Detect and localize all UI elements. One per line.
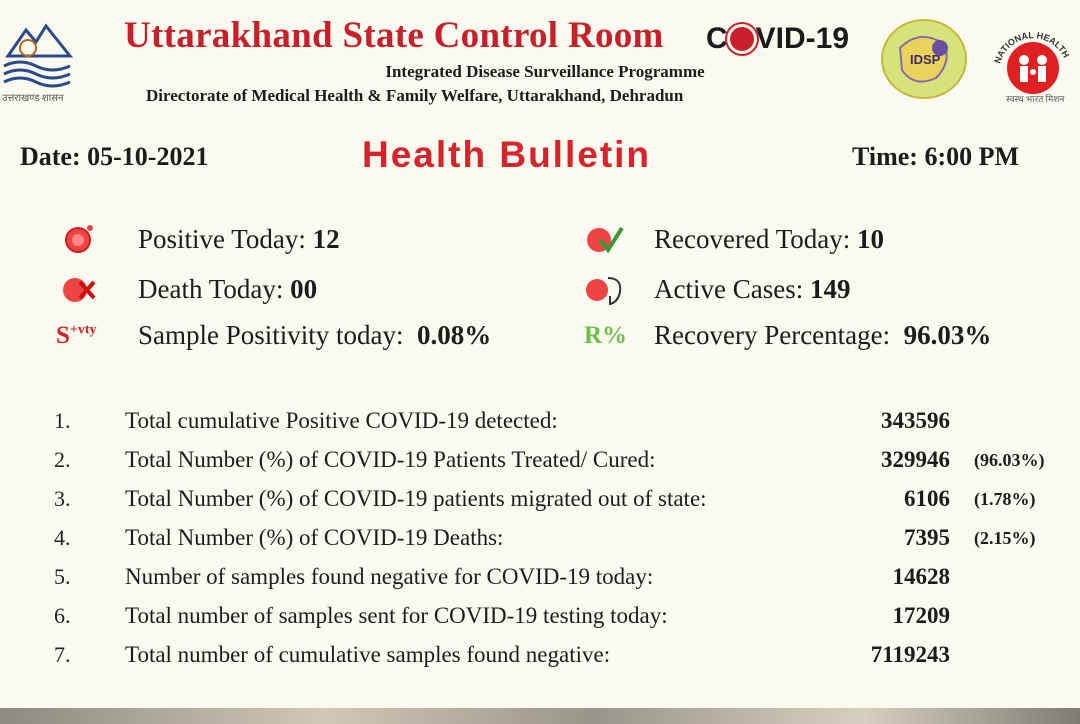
positive-today-label: Positive Today: [138,224,306,254]
active-cases [654,274,850,305]
row-value: 17209 [892,603,950,628]
row-label: Total number of samples sent for COVID-19 testing today: [125,603,668,628]
death-today [138,274,317,305]
row-number: 7. [54,642,71,667]
row-value: 7119243 [870,642,950,667]
death-today-label: Death Today: [138,274,284,304]
sample-positivity-label: Sample Positivity today: [138,320,404,350]
virus-icon [730,27,754,51]
row-value: 14628 [892,564,950,589]
row-number: 1. [54,408,71,433]
subtitle-directorate: Directorate of Medical Health & Family Welfare, Uttarakhand, Dehradun [146,86,684,105]
row-label: Total Number (%) of COVID-19 Deaths: [125,525,504,550]
row-label: Total number of cumulative samples found negative: [125,642,611,667]
left-logo-caption: उत्तराखण्ड शासन [2,93,64,104]
sample-positivity-icon [56,322,97,350]
recovery-percentage-value: 96.03% [903,320,992,350]
sample-positivity [138,320,491,351]
row-number: 6. [54,603,71,628]
recovered-today-label: Recovered Today: [654,224,851,254]
sample-positivity-icon-sup: +vty [69,322,97,338]
positive-today [138,224,340,255]
row-label: Number of samples found negative for COVID-19 today: [125,564,654,589]
sample-positivity-value: 0.08% [417,320,492,350]
positive-today-value: 12 [312,224,340,254]
idsp-logo-text: IDSP [910,52,941,67]
bulletin-heading: Health Bulletin [362,134,652,175]
row-number: 3. [54,486,71,511]
photo-edge-strip [0,708,1080,724]
nhm-logo-text: NATIONAL HEALTH [992,30,1072,65]
row-label: Total Number (%) of COVID-19 patients migrated out of state: [125,486,707,511]
active-cases-value: 149 [809,274,851,304]
sample-positivity-icon-letter: S [56,322,70,349]
row-value: 7395 [904,525,950,550]
bulletin-date: Date: 05-10-2021 [20,142,209,171]
death-virus-icon [60,272,96,308]
active-cases-icon [584,272,620,308]
idsp-logo [880,18,968,100]
row-number: 2. [54,447,71,472]
row-value: 6106 [904,486,950,511]
death-today-value: 00 [290,274,318,304]
active-cases-label: Active Cases: [654,274,804,304]
row-percent: (2.15%) [974,528,1036,548]
positive-virus-icon [60,222,96,258]
recovery-percentage-label: Recovery Percentage: [654,320,891,350]
recovered-today-value: 10 [857,224,885,254]
row-number: 5. [54,564,71,589]
row-label: Total Number (%) of COVID-19 Patients Treated/ Cured: [125,447,656,472]
recovery-percentage [654,320,991,351]
recovered-today [654,224,884,255]
covid19-logo [706,22,849,56]
row-label: Total cumulative Positive COVID-19 detected: [125,408,558,433]
covid-logo-prefix: C [706,22,728,55]
recovered-virus-icon [584,222,620,258]
recovery-percentage-icon: R% [584,322,628,349]
row-value: 343596 [881,408,950,433]
row-number: 4. [54,525,71,550]
row-value: 329946 [881,447,950,472]
row-percent: (96.03%) [974,450,1045,470]
page-title: Uttarakhand State Control Room [124,15,664,56]
covid-logo-suffix: VID-19 [755,22,850,55]
subtitle-programme: Integrated Disease Surveillance Programme [385,62,705,81]
bulletin-time: Time: 6:00 PM [852,142,1020,171]
nhm-logo-tagline: स्वस्थ भारत मिशन [1006,94,1065,104]
row-percent: (1.78%) [974,489,1036,509]
